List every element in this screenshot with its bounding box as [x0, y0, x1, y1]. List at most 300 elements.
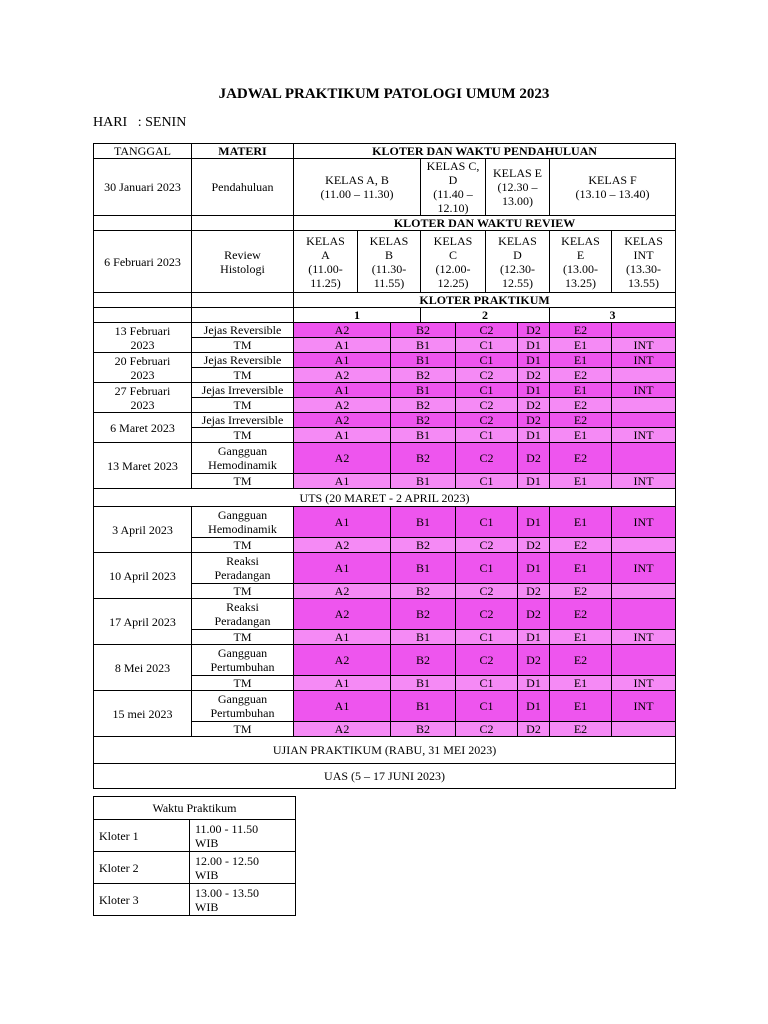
group-cell	[518, 413, 550, 428]
group-cell-text: C1	[479, 474, 494, 488]
group-cell-text: D2	[526, 413, 541, 427]
group-cell-text: B1	[415, 515, 430, 529]
group-cell-text: A2	[334, 538, 350, 552]
group-cell-text: D1	[526, 383, 541, 397]
header-praktikum	[294, 293, 676, 308]
group-cell-text: C1	[479, 383, 494, 397]
group-cell-text: A2	[334, 368, 350, 382]
group-cell	[294, 413, 391, 428]
group-cell	[550, 722, 612, 737]
group-cell-text: D2	[526, 584, 541, 598]
group-cell-text: D2	[526, 368, 541, 382]
group-cell-text: A1	[334, 515, 350, 529]
review-kelas-cell	[612, 231, 676, 293]
group-cell-text: B2	[415, 722, 430, 736]
date-cell	[94, 691, 192, 737]
review-date	[94, 231, 192, 293]
group-cell	[612, 507, 676, 538]
group-cell-text: B1	[415, 630, 430, 644]
group-cell	[391, 413, 456, 428]
group-cell	[612, 428, 676, 443]
review-kelas-cell-text: 11.55)	[373, 275, 405, 290]
group-cell	[518, 599, 550, 630]
date-cell-text: 20 Februari	[114, 353, 171, 368]
group-cell	[612, 353, 676, 368]
group-cell	[456, 507, 518, 538]
group-cell-text: B1	[415, 474, 430, 488]
materi-cell-text: Jejas Irreversible	[201, 383, 284, 397]
group-cell	[612, 599, 676, 630]
group-cell-text: C1	[479, 428, 494, 442]
group-cell-text: B1	[415, 338, 430, 352]
materi-cell-text: Gangguan	[217, 646, 268, 660]
waktu-title: Waktu Praktikum	[94, 797, 296, 820]
group-cell	[294, 398, 391, 413]
group-cell-text: D1	[526, 474, 541, 488]
group-cell-text: B1	[415, 676, 430, 690]
group-cell-text: E1	[573, 561, 588, 575]
materi-cell	[192, 691, 294, 722]
review-kelas-cell-text: KELAS	[561, 233, 600, 248]
group-cell-text: C2	[479, 413, 494, 427]
review-kelas-cell-text: 12.25)	[437, 275, 469, 290]
review-kelas-cell-text: KELAS	[369, 233, 409, 248]
group-cell-text: B1	[415, 428, 430, 442]
group-cell	[294, 338, 391, 353]
kloter-number	[550, 308, 676, 323]
kloter-number	[294, 308, 421, 323]
header-tanggal	[94, 144, 192, 159]
group-cell-text: E2	[573, 413, 588, 427]
group-cell	[612, 584, 676, 599]
review-kelas-cell-text: (11.30-	[371, 261, 407, 276]
date-cell	[94, 645, 192, 691]
group-cell-text: D2	[526, 653, 541, 667]
review-kelas-cell-text: KELAS	[498, 233, 537, 248]
group-cell-text: A1	[334, 353, 350, 367]
group-cell	[294, 507, 391, 538]
empty-cell	[94, 216, 192, 231]
group-cell	[550, 398, 612, 413]
group-cell	[391, 645, 456, 676]
group-cell	[550, 507, 612, 538]
group-cell-text: E1	[573, 428, 588, 442]
group-cell	[612, 553, 676, 584]
group-cell-text: C2	[479, 653, 494, 667]
intro-time: (13.10 – 13.40)	[575, 187, 650, 201]
group-cell-text: D1	[526, 630, 541, 644]
group-cell-text: D1	[526, 699, 541, 713]
group-cell-text: E2	[573, 398, 588, 412]
review-materi-text: Review	[224, 247, 261, 262]
materi-cell-text: TM	[233, 630, 252, 644]
review-kelas-cell	[358, 231, 421, 293]
kloter-number-text: 2	[482, 308, 488, 322]
group-cell-text: E1	[573, 676, 588, 690]
group-cell-text: E2	[573, 323, 588, 337]
review-kelas-cell	[550, 231, 612, 293]
date-cell-text: 15 mei 2023	[112, 706, 173, 721]
group-cell-text: INT	[633, 474, 654, 488]
date-cell-text: 6 Maret 2023	[110, 420, 175, 435]
group-cell	[550, 338, 612, 353]
group-cell	[294, 691, 391, 722]
group-cell	[294, 599, 391, 630]
review-kelas-cell-text: INT	[633, 247, 654, 262]
group-cell	[456, 599, 518, 630]
group-cell-text: INT	[633, 699, 654, 713]
group-cell-text: C1	[479, 353, 494, 367]
date-cell-text: 27 Februari	[114, 383, 171, 398]
header-materi	[192, 144, 294, 159]
group-cell-text: D1	[526, 515, 541, 529]
materi-cell-text: Peradangan	[214, 614, 271, 628]
group-cell	[456, 428, 518, 443]
intro-time: (12.30 – 13.00)	[497, 180, 538, 208]
review-materi	[192, 231, 294, 293]
date-cell-text: 3 April 2023	[112, 522, 173, 537]
materi-cell	[192, 383, 294, 398]
materi-cell-text: TM	[233, 398, 252, 412]
group-cell-text: D1	[526, 561, 541, 575]
group-cell-text: E2	[573, 653, 588, 667]
review-kelas-cell-text: (12.00-	[435, 261, 471, 276]
kloter-label: Kloter 1	[94, 820, 190, 852]
group-cell-text: A2	[334, 653, 350, 667]
intro-kelas: KELAS C, D	[426, 159, 480, 187]
kloter-time-text: WIB	[195, 867, 219, 882]
intro-time: (11.40 – 12.10)	[433, 187, 473, 215]
materi-cell	[192, 538, 294, 553]
group-cell	[518, 691, 550, 722]
materi-cell	[192, 553, 294, 584]
intro-kelas: KELAS A, B	[325, 173, 389, 187]
empty-cell	[94, 293, 192, 308]
group-cell-text: INT	[633, 676, 654, 690]
group-cell	[612, 538, 676, 553]
materi-cell-text: Jejas Reversible	[203, 323, 282, 337]
group-cell	[456, 676, 518, 691]
group-cell	[550, 443, 612, 474]
page-title: JADWAL PRAKTIKUM PATOLOGI UMUM 2023	[218, 86, 550, 102]
group-cell-text: D2	[526, 323, 541, 337]
group-cell-text: E1	[573, 353, 588, 367]
empty-cell	[94, 308, 192, 323]
date-cell	[94, 353, 192, 383]
group-cell-text: E2	[573, 538, 588, 552]
group-cell	[456, 630, 518, 645]
kloter-time	[190, 852, 296, 884]
group-cell	[550, 413, 612, 428]
group-cell-text: C1	[479, 676, 494, 690]
header-pendahuluan-text: KLOTER DAN WAKTU PENDAHULUAN	[372, 144, 597, 158]
kloter-time	[190, 884, 296, 916]
group-cell	[456, 413, 518, 428]
materi-cell	[192, 338, 294, 353]
materi-cell-text: Reaksi	[226, 600, 259, 614]
group-cell-text: A2	[334, 451, 350, 465]
group-cell	[391, 553, 456, 584]
group-cell	[456, 323, 518, 338]
kloter-label: Kloter 2	[94, 852, 190, 884]
group-cell-text: E1	[573, 474, 588, 488]
materi-cell-text: Gangguan	[217, 444, 268, 458]
review-kelas-cell-text: KELAS	[306, 233, 345, 248]
group-cell	[391, 398, 456, 413]
group-cell-text: C2	[479, 584, 494, 598]
group-cell-text: E1	[573, 699, 588, 713]
group-cell-text: C2	[479, 323, 494, 337]
group-cell	[518, 722, 550, 737]
kloter-label: Kloter 3	[94, 884, 190, 916]
uts-banner	[94, 489, 676, 507]
intro-time: (11.00 – 11.30)	[320, 187, 394, 201]
date-cell	[94, 323, 192, 353]
review-kelas-cell	[421, 231, 486, 293]
date-cell	[94, 383, 192, 413]
date-cell-text: 13 Maret 2023	[107, 458, 178, 473]
group-cell-text: B2	[415, 607, 430, 621]
group-cell	[294, 553, 391, 584]
kloter-time-text: 12.00 - 12.50	[195, 853, 259, 868]
group-cell	[518, 676, 550, 691]
review-kelas-cell-text: 13.55)	[628, 275, 660, 290]
review-kelas-cell-text: KELAS	[624, 233, 663, 248]
group-cell	[294, 722, 391, 737]
group-cell	[456, 645, 518, 676]
materi-cell-text: TM	[233, 584, 252, 598]
uas-banner-text: UAS (5 – 17 JUNI 2023)	[324, 769, 446, 783]
group-cell	[550, 553, 612, 584]
group-cell	[518, 443, 550, 474]
kloter-number-text: 1	[354, 308, 360, 322]
group-cell-text: D2	[526, 538, 541, 552]
materi-cell-text: Reaksi	[226, 554, 259, 568]
materi-cell-text: Jejas Irreversible	[201, 413, 284, 427]
materi-cell-text: TM	[233, 676, 252, 690]
review-kelas-cell-text: (12.30-	[500, 261, 535, 276]
review-kelas-cell-text: C	[448, 247, 457, 262]
intro-kelas-cell	[486, 159, 550, 216]
date-cell-text: 8 Mei 2023	[114, 660, 171, 675]
group-cell	[391, 353, 456, 368]
group-cell-text: INT	[633, 428, 654, 442]
empty-cell	[192, 293, 294, 308]
materi-cell-text: Gangguan	[217, 692, 268, 706]
materi-cell-text: Gangguan	[217, 508, 268, 522]
group-cell	[391, 630, 456, 645]
materi-cell	[192, 507, 294, 538]
waktu-praktikum-table	[93, 796, 296, 916]
date-cell	[94, 599, 192, 645]
group-cell	[456, 722, 518, 737]
group-cell	[391, 474, 456, 489]
group-cell-text: INT	[633, 515, 654, 529]
header-pendahuluan	[294, 144, 676, 159]
intro-kelas-cell	[550, 159, 676, 216]
group-cell	[550, 368, 612, 383]
kloter-time-text: WIB	[195, 899, 219, 914]
materi-cell	[192, 443, 294, 474]
materi-cell-text: Pertumbuhan	[210, 706, 275, 720]
group-cell-text: B1	[415, 353, 430, 367]
materi-cell	[192, 474, 294, 489]
group-cell	[294, 368, 391, 383]
materi-cell-text: TM	[233, 722, 252, 736]
group-cell	[612, 398, 676, 413]
date-cell	[94, 443, 192, 489]
group-cell	[518, 398, 550, 413]
materi-cell	[192, 630, 294, 645]
group-cell	[518, 630, 550, 645]
materi-cell-text: TM	[233, 474, 252, 488]
group-cell	[294, 538, 391, 553]
intro-kelas: KELAS F	[588, 173, 637, 187]
group-cell-text: E2	[573, 584, 588, 598]
group-cell	[518, 428, 550, 443]
kloter-time-text: WIB	[195, 835, 219, 850]
group-cell	[518, 584, 550, 599]
group-cell-text: E1	[573, 515, 588, 529]
materi-cell-text: TM	[233, 428, 252, 442]
group-cell-text: C1	[479, 561, 494, 575]
materi-cell	[192, 599, 294, 630]
day-label: HARI : SENIN	[93, 115, 187, 130]
group-cell	[456, 368, 518, 383]
group-cell-text: A1	[334, 338, 350, 352]
header-tanggal-text: TANGGAL	[113, 144, 172, 158]
group-cell-text: INT	[633, 630, 654, 644]
header-materi-text: MATERI	[218, 144, 267, 158]
intro-date-text: 30 Januari 2023	[104, 180, 181, 194]
group-cell	[294, 443, 391, 474]
materi-cell-text: Jejas Reversible	[203, 353, 282, 367]
group-cell-text: E2	[573, 368, 588, 382]
review-kelas-cell-text: A	[321, 247, 330, 262]
materi-cell-text: TM	[233, 368, 252, 382]
group-cell-text: B2	[415, 398, 430, 412]
group-cell-text: C1	[479, 699, 494, 713]
date-cell-text: 13 Februari	[114, 323, 171, 338]
header-praktikum-text: KLOTER PRAKTIKUM	[419, 293, 550, 307]
materi-cell	[192, 398, 294, 413]
group-cell	[550, 676, 612, 691]
materi-cell-text: Pertumbuhan	[210, 660, 275, 674]
group-cell	[550, 474, 612, 489]
review-kelas-cell-text: KELAS	[433, 233, 473, 248]
group-cell	[294, 428, 391, 443]
materi-cell	[192, 584, 294, 599]
group-cell	[518, 507, 550, 538]
group-cell-text: B1	[415, 561, 430, 575]
group-cell-text: B1	[415, 699, 430, 713]
group-cell-text: A2	[334, 398, 350, 412]
group-cell-text: C2	[479, 538, 494, 552]
kloter-time-text: 13.00 - 13.50	[195, 885, 259, 900]
group-cell-text: A1	[334, 383, 350, 397]
group-cell	[294, 645, 391, 676]
group-cell	[612, 413, 676, 428]
group-cell	[612, 338, 676, 353]
group-cell	[456, 691, 518, 722]
materi-cell	[192, 676, 294, 691]
group-cell	[456, 538, 518, 553]
group-cell	[294, 676, 391, 691]
intro-materi	[192, 159, 294, 216]
group-cell	[518, 474, 550, 489]
group-cell-text: C2	[479, 398, 494, 412]
group-cell-text: D2	[526, 451, 541, 465]
materi-cell-text: TM	[233, 538, 252, 552]
review-materi-text: Histologi	[220, 261, 265, 276]
group-cell	[456, 353, 518, 368]
group-cell-text: C2	[479, 451, 494, 465]
group-cell	[612, 645, 676, 676]
materi-cell	[192, 413, 294, 428]
uts-banner-text: UTS (20 MARET - 2 APRIL 2023)	[299, 490, 470, 505]
group-cell	[456, 338, 518, 353]
group-cell	[612, 474, 676, 489]
group-cell	[391, 691, 456, 722]
kloter-time	[190, 820, 296, 852]
review-kelas-cell-text: (11.00-	[308, 261, 343, 276]
group-cell	[294, 383, 391, 398]
group-cell	[391, 538, 456, 553]
materi-cell-text: TM	[233, 338, 252, 352]
group-cell	[518, 368, 550, 383]
group-cell-text: A2	[334, 584, 350, 598]
group-cell-text: C1	[479, 515, 494, 529]
group-cell	[456, 553, 518, 584]
group-cell-text: E1	[573, 383, 588, 397]
materi-cell-text: Peradangan	[214, 568, 271, 582]
group-cell	[550, 353, 612, 368]
group-cell-text: A2	[334, 722, 350, 736]
group-cell	[456, 474, 518, 489]
group-cell	[550, 538, 612, 553]
review-kelas-cell-text: E	[576, 247, 585, 262]
materi-cell	[192, 368, 294, 383]
group-cell-text: D1	[526, 353, 541, 367]
group-cell	[391, 368, 456, 383]
group-cell	[550, 691, 612, 722]
group-cell-text: C2	[479, 607, 494, 621]
date-cell	[94, 507, 192, 553]
intro-kelas-cell	[421, 159, 486, 216]
group-cell	[456, 584, 518, 599]
group-cell-text: B2	[415, 413, 430, 427]
group-cell	[391, 383, 456, 398]
header-review-text: KLOTER DAN WAKTU REVIEW	[393, 216, 576, 230]
group-cell	[612, 630, 676, 645]
date-cell	[94, 553, 192, 599]
group-cell	[518, 538, 550, 553]
group-cell	[391, 428, 456, 443]
group-cell-text: A1	[334, 676, 350, 690]
uas-banner	[94, 764, 676, 789]
review-kelas-cell	[294, 231, 358, 293]
group-cell-text: B1	[415, 383, 430, 397]
kloter-time-text: 11.00 - 11.50	[195, 821, 259, 836]
group-cell-text: A1	[334, 699, 350, 713]
group-cell	[391, 599, 456, 630]
group-cell-text: A2	[334, 323, 350, 337]
group-cell	[518, 383, 550, 398]
date-cell-text: 2023	[130, 397, 155, 412]
group-cell-text: D1	[526, 428, 541, 442]
group-cell	[612, 443, 676, 474]
review-date-text: 6 Februari 2023	[104, 254, 181, 269]
